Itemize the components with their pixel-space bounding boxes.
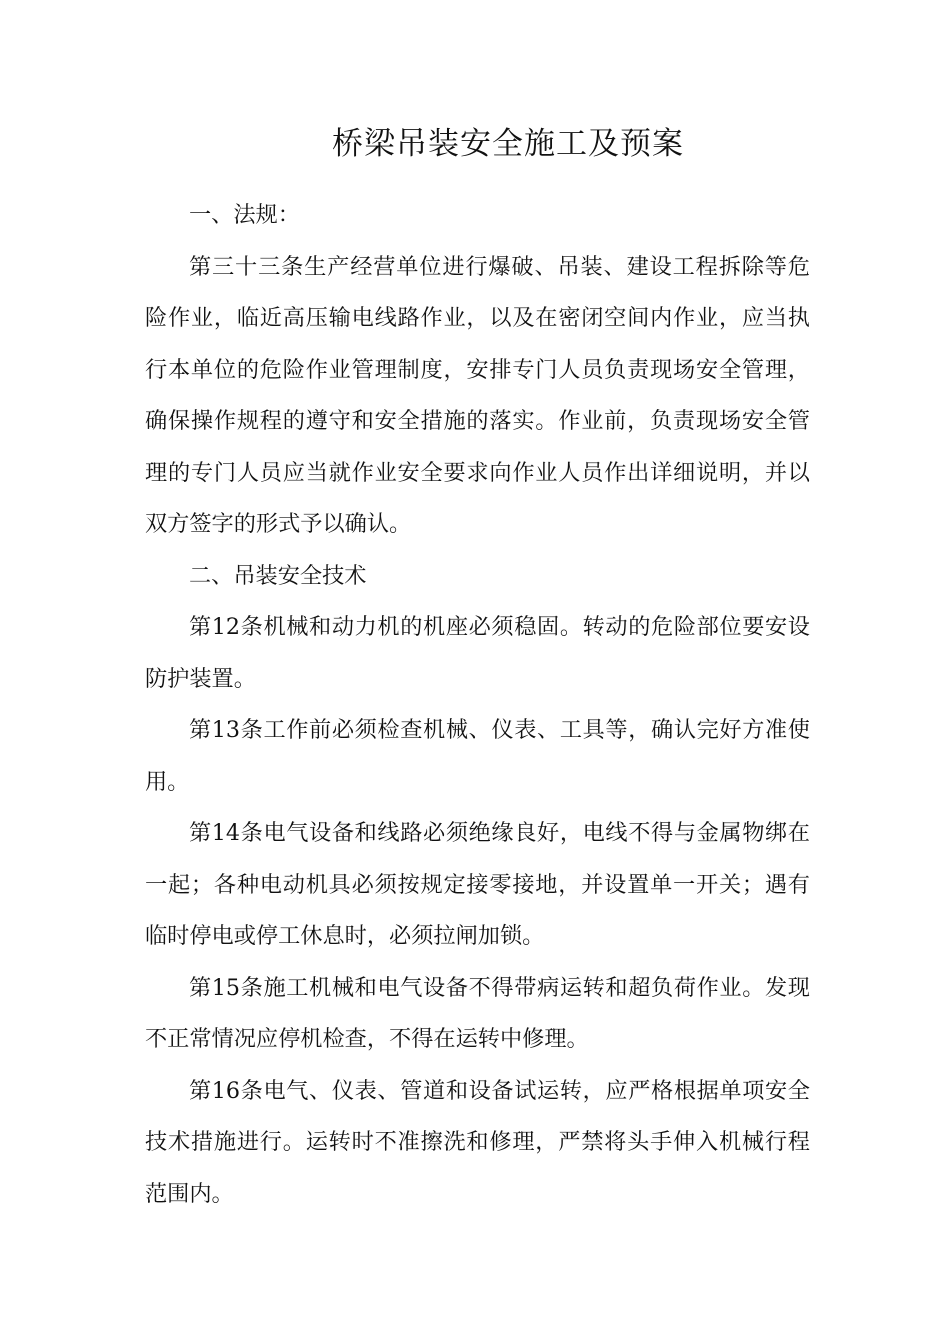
document-title: 桥梁吊装安全施工及预案 [332, 126, 684, 162]
section-heading-lifting-safety: 二、吊装安全技术 [189, 562, 367, 589]
paragraph-article-33: 第三十三条生产经营单位进行爆破、吊装、建设工程拆除等危险作业，临近高压输电线路作业，以及在密闭空间内作业，应当执行本单位的危险作业管理制度，安排专门人员负责现场安全管理，确保操作规程的遵守和安全措施的落实。作业前，负责现场安全管理的专门人员应当就作业安全要求向作业人员作出详细说明，并以双方签字的形式予以确认。 [145, 253, 810, 537]
paragraph-article-12: 第12条机械和动力机的机座必须稳固。转动的危险部位要安设防护装置。 [145, 614, 810, 692]
paragraph-article-14: 第14条电气设备和线路必须绝缘良好，电线不得与金属物绑在一起；各种电动机具必须按规定接零接地，并设置单一开关；遇有临时停电或停工休息时，必须拉闸加锁。 [145, 820, 810, 949]
paragraph-article-13: 第13条工作前必须检查机械、仪表、工具等，确认完好方准使用。 [145, 717, 810, 795]
paragraph-article-16: 第16条电气、仪表、管道和设备试运转，应严格根据单项安全技术措施进行。运转时不准擦洗和修理，严禁将头手伸入机械行程范围内。 [145, 1077, 810, 1207]
document-body [145, 190, 810, 1220]
section-heading-regulations: 一、法规： [189, 202, 300, 228]
paragraph-article-15: 第15条施工机械和电气设备不得带病运转和超负荷作业。发现不正常情况应停机检查，不得在运转中修理。 [145, 974, 810, 1052]
